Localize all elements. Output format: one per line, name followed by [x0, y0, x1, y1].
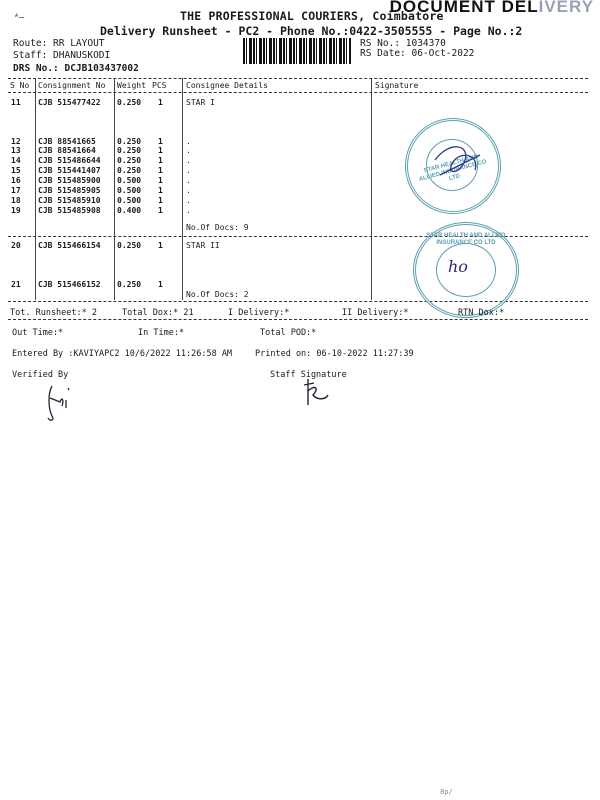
stamp-main-text: DOCUMENT DEL [389, 0, 539, 16]
col-header-sno: S No [10, 81, 30, 90]
route-label: Route: RR LAYOUT [13, 38, 105, 49]
col-header-signature: Signature [375, 81, 419, 90]
col-divider [114, 78, 115, 300]
rs-date: RS Date: 06-Oct-2022 [360, 48, 475, 59]
pcs: 1 [158, 146, 163, 155]
table-header-rule [8, 92, 588, 93]
col-header-consignment: Consignment No [38, 81, 106, 90]
entered-by: Entered By :KAVIYAPC2 10/6/2022 11:26:58 AM [12, 349, 233, 359]
verified-signature [40, 378, 80, 423]
pcs: 1 [158, 280, 163, 289]
detail: . [186, 206, 191, 215]
detail: . [186, 156, 191, 165]
drs-number: DRS No.: DCJB103437002 [13, 63, 139, 74]
ii-delivery: II Delivery:* [342, 308, 409, 318]
staff-signature-label: Staff Signature [270, 370, 347, 380]
pcs: 1 [158, 186, 163, 195]
weight: 0.250 [117, 241, 142, 250]
consignment-no: CJB 515486644 [38, 156, 101, 165]
consignment-no: CJB 515485905 [38, 186, 101, 195]
detail: . [186, 196, 191, 205]
pcs: 1 [158, 137, 163, 146]
sno: 12 [11, 137, 21, 146]
consignment-no: CJB 515466154 [38, 241, 101, 250]
total-dox: Total Dox:* 21 [122, 308, 194, 318]
weight: 0.250 [117, 166, 142, 175]
col-header-consignee: Consignee Details [186, 81, 268, 90]
verified-by-label: Verified By [12, 370, 69, 380]
corner-mark: ᴬ– [14, 13, 25, 23]
staff-signature [298, 375, 338, 410]
consignment-no: CJB 515485910 [38, 196, 101, 205]
col-divider [371, 78, 372, 300]
stamp-faded-text: IVERY [538, 0, 594, 16]
pcs: 1 [158, 206, 163, 215]
weight: 0.400 [117, 206, 142, 215]
stamp-text: STAR HEALTH AND ALLIED INSURANCE CO LTD [418, 154, 488, 183]
runsheet-title: Delivery Runsheet - PC2 - Phone No.:0422-3505555 - Page No.:2 [100, 24, 523, 38]
consignment-no: CJB 515477422 [38, 98, 101, 107]
consignment-no: CJB 515485900 [38, 176, 101, 185]
in-time: In Time:* [138, 328, 185, 338]
pcs: 1 [158, 241, 163, 250]
detail: . [186, 176, 191, 185]
table-top-rule [8, 78, 588, 79]
docs-count: No.Of Docs: 2 [186, 290, 249, 299]
weight: 0.250 [117, 146, 142, 155]
sno: 11 [11, 98, 21, 107]
pcs: 1 [158, 166, 163, 175]
weight: 0.500 [117, 176, 142, 185]
company-title: THE PROFESSIONAL COURIERS, Coimbatore [180, 9, 444, 23]
stamp-signature-1 [425, 130, 495, 190]
total-pod: Total POD:* [260, 328, 317, 338]
sno: 16 [11, 176, 21, 185]
detail: . [186, 186, 191, 195]
tot-runsheet: Tot. Runsheet:* 2 [10, 308, 97, 318]
docs-count: No.Of Docs: 9 [186, 223, 249, 232]
consignment-no: CJB 88541665 [38, 137, 96, 146]
detail: . [186, 146, 191, 155]
consignee-name: STAR I [186, 98, 215, 107]
consignment-no: CJB 515485908 [38, 206, 101, 215]
summary-rule [8, 319, 588, 320]
barcode [243, 38, 351, 64]
col-divider [35, 78, 36, 300]
out-time: Out Time:* [12, 328, 64, 338]
sno: 14 [11, 156, 21, 165]
weight: 0.250 [117, 98, 142, 107]
pcs: 1 [158, 98, 163, 107]
pcs: 1 [158, 196, 163, 205]
sno: 20 [11, 241, 21, 250]
col-divider [182, 78, 183, 300]
weight: 0.500 [117, 186, 142, 195]
sno: 21 [11, 280, 21, 289]
rs-number: RS No.: 1034370 [360, 38, 446, 49]
weight: 0.250 [117, 137, 142, 146]
col-header-pcs: PCS [152, 81, 167, 90]
i-delivery: I Delivery:* [228, 308, 290, 318]
pcs: 1 [158, 156, 163, 165]
staff-label: Staff: DHANUSKODI [13, 50, 111, 61]
sno: 17 [11, 186, 21, 195]
consignment-no: CJB 515441407 [38, 166, 101, 175]
consignee-name: STAR II [186, 241, 220, 250]
detail: . [186, 166, 191, 175]
printed-on: Printed on: 06-10-2022 11:27:39 [255, 349, 414, 359]
weight: 0.250 [117, 156, 142, 165]
stamp-text: STAR HEALTH AND ALLIED INSURANCE CO LTD [426, 233, 506, 246]
sno: 18 [11, 196, 21, 205]
pcs: 1 [158, 176, 163, 185]
consignment-no: CJB 515466152 [38, 280, 101, 289]
weight: 0.500 [117, 196, 142, 205]
detail: . [186, 137, 191, 146]
footer-mark: 8p/ [440, 788, 453, 796]
col-header-weight: Weight [117, 81, 146, 90]
consignment-no: CJB 88541664 [38, 146, 96, 155]
weight: 0.250 [117, 280, 142, 289]
sno: 19 [11, 206, 21, 215]
sno: 15 [11, 166, 21, 175]
sno: 13 [11, 146, 21, 155]
stamp-initials: ho [448, 257, 468, 276]
rtn-dox: RTN Dox:* [458, 308, 505, 318]
